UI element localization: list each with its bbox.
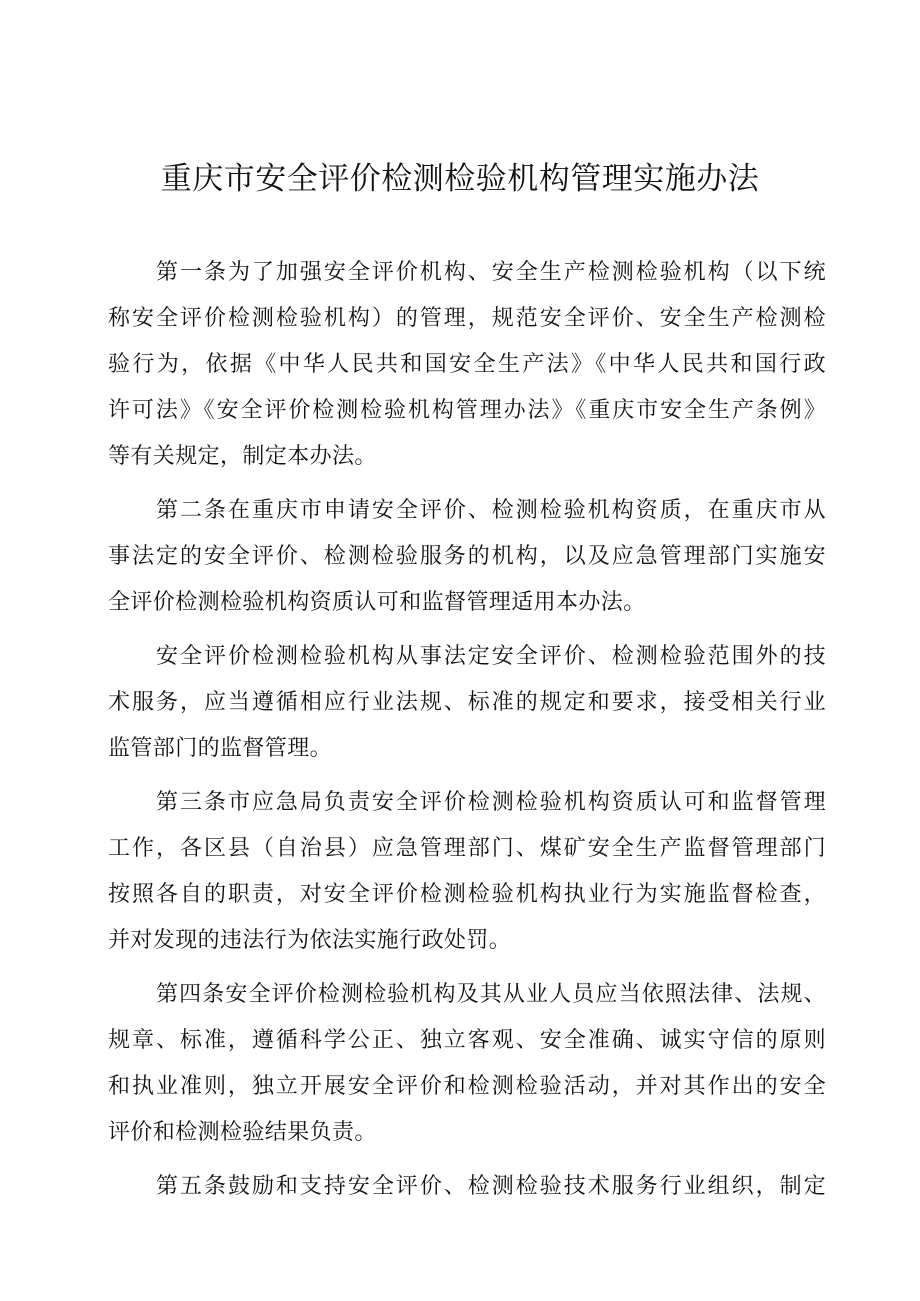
paragraph-line: 第二条在重庆市申请安全评价、检测检验机构资质，在重庆市从 xyxy=(156,498,826,523)
paragraph-line: 第一条为了加强安全评价机构、安全生产检测检验机构（以下统 xyxy=(156,260,826,285)
paragraph-line: 许可法》《安全评价检测检验机构管理办法》《重庆市安全生产条例》 xyxy=(108,398,826,423)
document-title: 重庆市安全评价检测检验机构管理实施办法 xyxy=(160,161,760,197)
paragraph-line: 和执业准则，独立开展安全评价和检测检验活动，并对其作出的安全 xyxy=(108,1074,826,1099)
paragraph-line: 工作，各区县（自治县）应急管理部门、煤矿安全生产监督管理部门 xyxy=(108,836,826,861)
article-5-paragraph xyxy=(108,1164,826,1210)
paragraph-line: 规章、标准，遵循科学公正、独立客观、安全准确、诚实守信的原则 xyxy=(108,1028,826,1053)
paragraph-line: 等有关规定，制定本办法。 xyxy=(108,444,377,469)
paragraph-line: 第四条安全评价检测检验机构及其从业人员应当依照法律、法规、 xyxy=(156,982,826,1007)
paragraph-line: 验行为，依据《中华人民共和国安全生产法》《中华人民共和国行政 xyxy=(108,352,826,377)
paragraph-line: 事法定的安全评价、检测检验服务的机构，以及应急管理部门实施安 xyxy=(108,544,826,569)
article-1-paragraph xyxy=(108,250,826,480)
article-2-supplement-paragraph xyxy=(108,634,826,772)
document-body xyxy=(108,250,826,1218)
paragraph-line: 全评价检测检验机构资质认可和监督管理适用本办法。 xyxy=(108,590,646,615)
paragraph-line: 称安全评价检测检验机构）的管理，规范安全评价、安全生产检测检 xyxy=(108,306,826,331)
article-3-paragraph xyxy=(108,780,826,964)
paragraph-line: 并对发现的违法行为依法实施行政处罚。 xyxy=(108,928,512,953)
paragraph-line: 安全评价检测检验机构从事法定安全评价、检测检验范围外的技 xyxy=(156,644,826,669)
paragraph-line: 按照各自的职责，对安全评价检测检验机构执业行为实施监督检查， xyxy=(108,882,826,907)
paragraph-line: 监管部门的监督管理。 xyxy=(108,736,333,761)
paragraph-line: 术服务，应当遵循相应行业法规、标准的规定和要求，接受相关行业 xyxy=(108,690,826,715)
paragraph-line: 第五条鼓励和支持安全评价、检测检验技术服务行业组织，制定 xyxy=(156,1174,826,1199)
article-4-paragraph xyxy=(108,972,826,1156)
paragraph-line: 第三条市应急局负责安全评价检测检验机构资质认可和监督管理 xyxy=(156,790,826,815)
paragraph-line: 评价和检测检验结果负责。 xyxy=(108,1120,377,1145)
article-2-paragraph xyxy=(108,488,826,626)
